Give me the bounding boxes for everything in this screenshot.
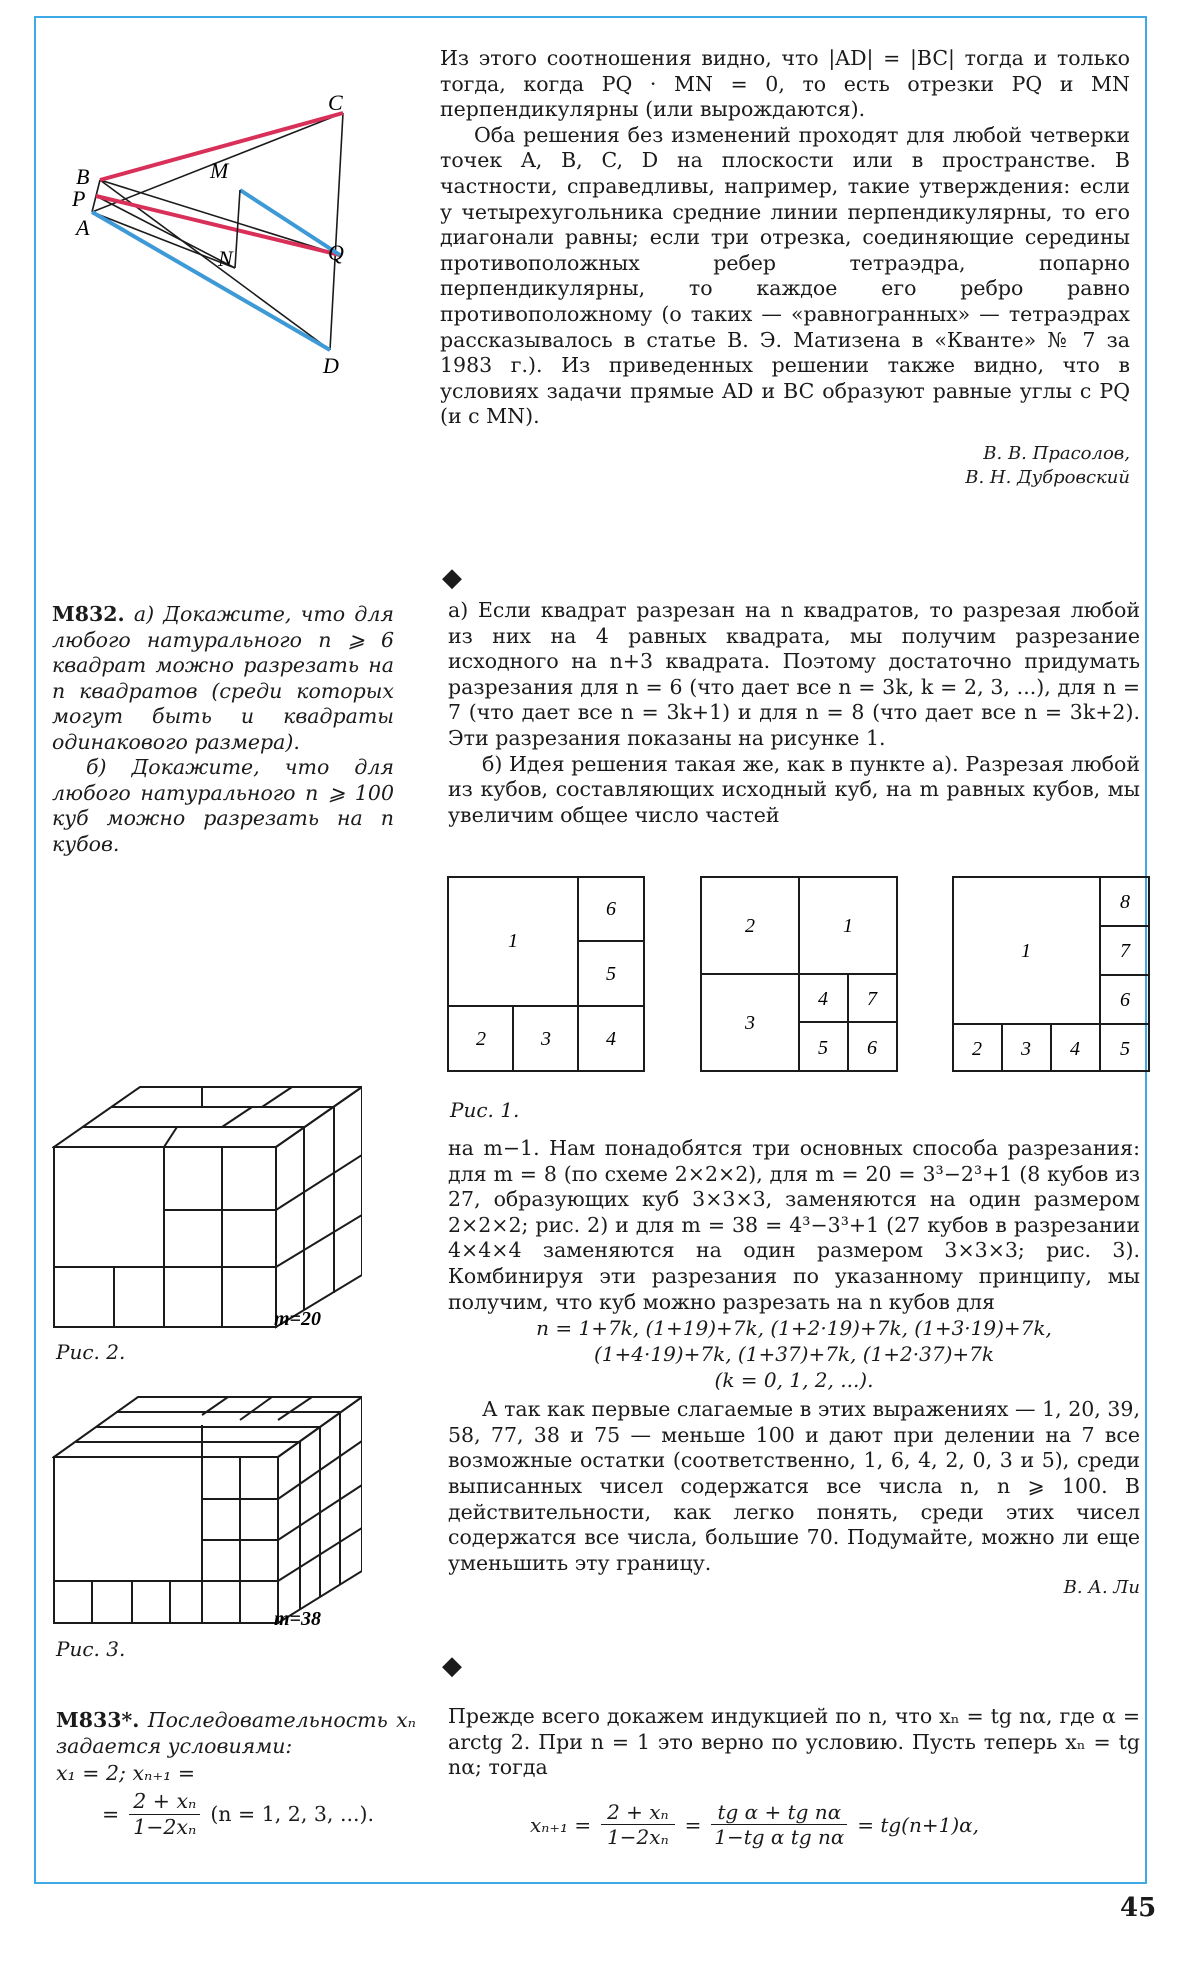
- problem-m833-cond: x₁ = 2; xₙ₊₁ =: [56, 1761, 196, 1785]
- figure-quadrilateral: [60, 90, 380, 390]
- label-N: N: [218, 246, 233, 271]
- problem-m833-text: Последовательность xₙ задается условиями:: [56, 1708, 416, 1758]
- solution-m832-part-a: [448, 598, 1140, 828]
- problem-m833-frac-num: 2 + xₙ: [129, 1789, 200, 1816]
- formula-f2-num: tg α + tg nα: [711, 1800, 847, 1825]
- fig1-sq3-label-3: 3: [1021, 1038, 1031, 1060]
- fig1-sq3-label-8: 8: [1120, 891, 1130, 913]
- solution-m833-formula: [530, 1800, 979, 1849]
- solution-m832-b-text: б) Идея решения такая же, как в пункте а). Разрезая любой из кубов, составляющих исходный куб, на m равных кубов, мы увеличим общее число частей: [448, 751, 1140, 827]
- fig1-sq2-label-5: 5: [818, 1037, 828, 1059]
- fig1-sq3-label-2: 2: [972, 1038, 982, 1060]
- problem-m833-frac-den: 1−2xₙ: [133, 1815, 197, 1839]
- problem-m832-number: M832.: [52, 602, 125, 626]
- figure-3-cube: [52, 1395, 362, 1630]
- formula-line-2: (1+4·19)+7k, (1+37)+7k, (1+2·37)+7k: [593, 1342, 994, 1367]
- author-li: В. А. Ли: [1063, 1577, 1140, 1599]
- fig1-sq1-label-3: 3: [541, 1028, 551, 1050]
- solution-m832-d-text: А так как первые слагаемые в этих выражениях — 1, 20, 39, 58, 77, 38 и 75 — меньше 100 и дают при делении на 7 все возможные остатки (соответственно, 1, 6, 4, 2, 0, 3 и 5), среди выписанных чисел содержатся все числа n, n ⩾ 100. В действительности, как легко понять, среди этих чисел содержатся все числа, большие 70. Подумайте, можно ли еще уменьшить эту границу.: [448, 1397, 1140, 1575]
- solution-m831-text: [440, 46, 1130, 430]
- solution-m833: [448, 1704, 1140, 1781]
- problem-m832-part-a: а) Докажите, что для любого натурального n ⩾ 6 квадрат можно разрезать на n квадратов (среди которых могут быть и квадраты одинакового размера).: [52, 602, 394, 754]
- solution-m832-c-text: на m−1. Нам понадобятся три основных способа разрезания: для m = 8 (по схеме 2×2×2), для m = 20 = 3³−2³+1 (8 кубов из 27, образующих куб 3×3×3, заменяются на один размером 2×2×2; рис. 2) и для m = 38 = 4³−3³+1 (27 кубов в разрезании 4×4×4 заменяются на один размером 3×3×3; рис. 3). Комбинируя эти разрезания по указанному принципу, мы получим, что куб можно разрезать на n кубов для: [448, 1136, 1140, 1314]
- figure-1-caption: Рис. 1.: [450, 1098, 520, 1122]
- diamond-separator-2: ◆: [442, 1651, 462, 1681]
- diamond-separator-1: ◆: [442, 563, 462, 593]
- figure-3-caption: Рис. 3.: [56, 1637, 126, 1661]
- fig1-sq3-label-7: 7: [1120, 940, 1130, 962]
- fig1-sq1-label-5: 5: [606, 963, 616, 985]
- fig1-sq2-label-6: 6: [867, 1037, 877, 1059]
- label-D: D: [323, 353, 339, 378]
- fig2-m-label: m=20: [274, 1308, 321, 1330]
- fig1-sq3-label-4: 4: [1070, 1038, 1080, 1060]
- label-P: P: [72, 186, 86, 211]
- label-B: B: [76, 164, 90, 189]
- solution-m833-text: Прежде всего докажем индукцией по n, что xₙ = tg nα, где α = arctg 2. При n = 1 это верно по условию. Пусть теперь xₙ = tg nα; тогда: [448, 1704, 1140, 1780]
- author-prasolov: В. В. Прасолов,: [983, 443, 1130, 464]
- fig1-sq2-label-1: 1: [843, 915, 853, 937]
- problem-m832: [52, 602, 394, 857]
- figure-2-cube: [52, 1085, 362, 1335]
- authors-m831: [800, 442, 1130, 490]
- fig1-sq1-label-1: 1: [508, 930, 518, 952]
- fig1-sq2-label-7: 7: [867, 988, 877, 1010]
- segment-MQ-blue: [240, 190, 340, 255]
- problem-m833-number: M833*.: [56, 1708, 140, 1732]
- problem-m832-part-b: б) Докажите, что для любого натурального n ⩾ 100 куб можно разрезать на n кубов.: [52, 755, 394, 856]
- fig1-sq2-label-3: 3: [745, 1012, 755, 1034]
- problem-m833: M833*. Последовательность xₙ задается условиями: x₁ = 2; xₙ₊₁ = = $\frac{\text{2 + xₙ}}{\text{1−2xₙ}}$ (n = 1, 2, 3, ...).: [56, 1708, 416, 1839]
- problem-m833-range: (n = 1, 2, 3, ...).: [210, 1801, 375, 1826]
- label-A: A: [76, 215, 90, 240]
- formula-line-3: (k = 0, 1, 2, ...).: [714, 1368, 874, 1393]
- page-number: 45: [1120, 1893, 1157, 1923]
- fig3-m-label: m=38: [274, 1608, 321, 1630]
- fig1-sq3-label-6: 6: [1120, 989, 1130, 1011]
- fig1-sq1-label-6: 6: [606, 898, 616, 920]
- fig1-sq2-label-4: 4: [818, 988, 828, 1010]
- fig1-sq1-label-2: 2: [476, 1028, 486, 1050]
- fig1-sq3-label-1: 1: [1021, 940, 1031, 962]
- formula-line-1: n = 1+7k, (1+19)+7k, (1+2·19)+7k, (1+3·19)+7k,: [536, 1316, 1052, 1341]
- formula-lhs: xₙ₊₁ =: [530, 1812, 592, 1837]
- formula-eq: =: [684, 1812, 702, 1837]
- fig1-sq3-label-5: 5: [1120, 1038, 1130, 1060]
- solution-paragraph-2: Оба решения без изменений проходят для любой четверки точек A, B, C, D на плоскости или в пространстве. В частности, справедливы, например, такие утверждения: если у четырехугольника средние линии перпендикулярны, то его диагонали равны; если три отрезка, соединяющие середины противоположных ребер тетраэдра, попарно перпендикулярны, то каждое его ребро равно противоположному (о таких — «равногранных» — тетраэдрах рассказывалось в статье В. Э. Матизена в «Кванте» № 7 за 1983 г.). Из приведенных решении также видно, что в условиях задачи прямые AD и BC образуют равные углы с PQ (и с MN).: [440, 122, 1130, 429]
- formula-f1-den: 1−2xₙ: [607, 1825, 669, 1849]
- formula-f2-den: 1−tg α tg nα: [714, 1825, 845, 1849]
- segment-AD-blue: [92, 212, 330, 350]
- solution-paragraph-1: Из этого соотношения видно, что |AD| = |BC| тогда и только тогда, когда PQ · MN = 0, то есть отрезки PQ и MN перпендикулярны (или вырождаются).: [440, 46, 1130, 122]
- fig1-sq1-label-4: 4: [606, 1028, 616, 1050]
- author-dubrovsky: В. Н. Дубровский: [965, 467, 1130, 488]
- solution-m832-part-b: [448, 1136, 1140, 1600]
- solution-m832-a-text: а) Если квадрат разрезан на n квадратов, то разрезая любой из них на 4 равных квадрата, мы получим разрезание исходного на n+3 квадрата. Поэтому достаточно придумать разрезания для n = 6 (что дает все n = 3k, k = 2, 3, ...), для n = 7 (что дает все n = 3k+1) и для n = 8 (что дает все n = 3k+2). Эти разрезания показаны на рисунке 1.: [448, 598, 1140, 750]
- fig1-sq2-label-2: 2: [745, 915, 755, 937]
- label-Q: Q: [328, 240, 344, 265]
- figure-1-squares: [445, 872, 1155, 1072]
- formula-rhs: = tg(n+1)α,: [857, 1812, 979, 1837]
- figure-2-caption: Рис. 2.: [56, 1340, 126, 1364]
- formula-f1-num: 2 + xₙ: [601, 1800, 675, 1825]
- label-C: C: [328, 90, 343, 115]
- label-M: M: [210, 158, 229, 183]
